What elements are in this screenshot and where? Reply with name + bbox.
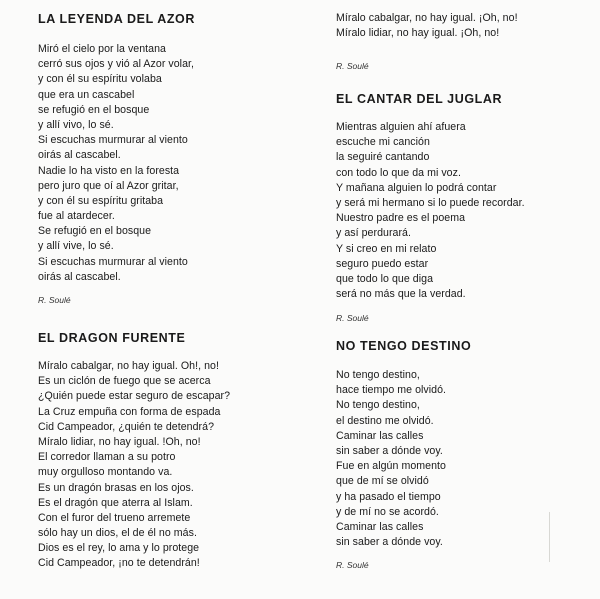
lyric-line: pero juro que oí al Azor gritar, — [38, 179, 179, 192]
lyric-line: Y si creo en mi relato — [336, 242, 437, 255]
lyric-line: Fue en algún momento — [336, 460, 446, 473]
lyric-line: Y mañana alguien lo podrá contar — [336, 181, 497, 194]
song-lyrics — [38, 42, 195, 285]
author-credit: R. Soulé — [38, 295, 71, 305]
lyric-line: El corredor llaman a su potro — [38, 451, 176, 464]
lyric-line: con todo lo que da mi voz. — [336, 166, 461, 179]
song-el-cantar-del-juglar — [336, 92, 525, 302]
author-credit: R. Soulé — [336, 560, 369, 570]
lyric-line: que era un cascabel — [38, 88, 135, 101]
author-credit: R. Soulé — [336, 61, 369, 71]
lyric-line: cerró sus ojos y vió al Azor volar, — [38, 58, 195, 71]
lyric-line: Es un ciclón de fuego que se acerca — [38, 375, 211, 388]
lyric-line: ¿Quién puede estar seguro de escapar? — [38, 390, 231, 403]
author-credit: R. Soulé — [336, 313, 369, 323]
lyric-line: seguro puedo estar — [336, 257, 429, 270]
lyric-line: Caminar las calles — [336, 429, 424, 442]
lyric-line: Si escuchas murmurar al viento — [38, 134, 188, 147]
lyric-line: la seguiré cantando — [336, 151, 430, 164]
scan-crease-mark — [549, 512, 550, 562]
lyric-line: será no más que la verdad. — [336, 288, 466, 301]
song-no-tengo-destino — [336, 339, 471, 550]
lyric-line: y con él su espíritu gritaba — [38, 194, 164, 207]
song-title: EL DRAGON FURENTE — [38, 331, 186, 345]
song-lyrics — [336, 11, 518, 41]
song-lyrics — [336, 368, 471, 550]
lyric-line: La Cruz empuña con forma de espada — [38, 405, 221, 418]
song-lyrics — [38, 359, 230, 572]
lyric-line: oirás al cascabel. — [38, 270, 121, 283]
song-el-dragon-furente — [38, 331, 230, 572]
lyric-line: y allí vive, lo sé. — [38, 240, 114, 253]
lyric-line: Míralo cabalgar, no hay igual. ¡Oh, no! — [336, 12, 518, 24]
lyric-line: Caminar las calles — [336, 520, 424, 533]
lyric-line: sin saber a dónde voy. — [336, 536, 443, 549]
lyric-line: Es un dragón brasas en los ojos. — [38, 481, 194, 494]
lyric-line: y ha pasado el tiempo — [336, 490, 441, 503]
lyric-line: el destino me olvidó. — [336, 414, 434, 427]
lyric-line: oirás al cascabel. — [38, 149, 121, 162]
song-title: NO TENGO DESTINO — [336, 339, 472, 353]
song-el-dragon-furente-continued — [336, 11, 518, 41]
lyric-line: No tengo destino, — [336, 369, 420, 381]
lyric-line: Se refugió en el bosque — [38, 225, 152, 238]
lyric-line: que de mí se olvidó — [336, 475, 429, 488]
lyric-line: Nadie lo ha visto en la foresta — [38, 164, 180, 177]
lyric-line: Míralo cabalgar, no hay igual. Oh!, no! — [38, 360, 219, 372]
lyric-line: Dios es el rey, lo ama y lo protege — [38, 542, 200, 555]
lyric-line: Es el dragón que aterra al Islam. — [38, 496, 193, 509]
lyric-line: y allí vivo, lo sé. — [38, 118, 114, 131]
lyric-line: Mientras alguien ahí afuera — [336, 121, 466, 133]
lyric-line: que todo lo que diga — [336, 272, 434, 285]
lyric-line: Míralo lidiar, no hay igual. ¡Oh, no! — [336, 27, 500, 40]
lyric-line: sin saber a dónde voy. — [336, 444, 443, 457]
lyric-line: Cid Campeador, ¡no te detendrán! — [38, 557, 200, 570]
song-title: EL CANTAR DEL JUGLAR — [336, 92, 503, 106]
lyric-line: Nuestro padre es el poema — [336, 212, 466, 225]
lyric-line: y de mí no se acordó. — [336, 505, 439, 518]
song-la-leyenda-del-azor — [38, 12, 195, 285]
lyric-line: escuche mi canción — [336, 136, 430, 149]
lyric-line: y con él su espíritu volaba — [38, 73, 162, 86]
lyric-line: sólo hay un dios, el de él no más. — [38, 527, 197, 540]
song-title: LA LEYENDA DEL AZOR — [38, 12, 196, 26]
lyric-line: Miró el cielo por la ventana — [38, 43, 167, 55]
lyric-line: Cid Campeador, ¿quién te detendrá? — [38, 420, 215, 433]
lyric-line: y así perdurará. — [336, 227, 411, 240]
lyric-line: muy orgulloso montando va. — [38, 466, 173, 479]
lyric-line: Con el furor del trueno arremete — [38, 511, 191, 524]
lyric-line: No tengo destino, — [336, 399, 420, 412]
lyric-line: Si escuchas murmurar al viento — [38, 255, 188, 268]
lyric-line: hace tiempo me olvidó. — [336, 384, 447, 397]
song-lyrics — [336, 120, 525, 302]
lyric-line: y será mi hermano si lo puede recordar. — [336, 196, 525, 209]
lyric-line: fue al atardecer. — [38, 210, 115, 223]
lyric-line: Míralo lidiar, no hay igual. !Oh, no! — [38, 435, 201, 448]
lyric-line: se refugió en el bosque — [38, 103, 150, 116]
